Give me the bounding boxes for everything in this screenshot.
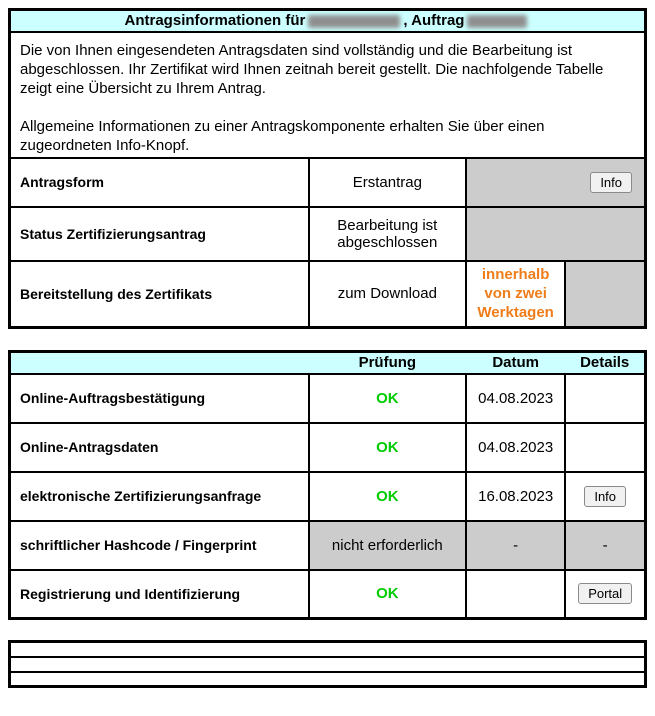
status-cell: OK [309, 374, 466, 423]
table-row [10, 472, 646, 521]
table-row [10, 261, 646, 328]
status-cell: OK [309, 472, 466, 521]
row-action-cell [466, 207, 646, 261]
header-details: Details [565, 352, 645, 374]
row-label: schriftlicher Hashcode / Fingerprint [10, 521, 309, 570]
date-cell [466, 570, 565, 619]
date-cell: 16.08.2023 [466, 472, 565, 521]
header-empty [10, 352, 309, 374]
table-row [10, 207, 646, 261]
empty-footer-table [8, 640, 647, 688]
details-cell [565, 570, 645, 619]
row-label: Online-Auftragsbestätigung [10, 374, 309, 423]
row-label: Antragsform [10, 158, 309, 207]
info-table-title [10, 10, 646, 32]
intro-row [10, 32, 646, 158]
info-button[interactable]: Info [590, 172, 632, 193]
row-label: Online-Antragsdaten [10, 423, 309, 472]
status-cell: nicht erforderlich [309, 521, 466, 570]
details-cell [565, 423, 645, 472]
date-cell: 04.08.2023 [466, 423, 565, 472]
redacted-order-number [467, 15, 527, 28]
intro-text-cell [10, 32, 646, 158]
intro-paragraph-1: Die von Ihnen eingesendeten Antragsdaten sind vollständig und die Bearbeitung ist abgeschlossen. Ihr Zertifikat wird Ihnen zeitnah bereit gestellt. Die nachfolgende Tabelle zeigt eine Übersicht zu Ihrem Antrag. [20, 41, 604, 97]
table-row [10, 570, 646, 619]
status-cell: OK [309, 570, 466, 619]
title-separator: , Auftrag [403, 12, 465, 30]
row-label: Registrierung und Identifizierung [10, 570, 309, 619]
empty-cell [10, 642, 646, 657]
application-info-table [8, 8, 647, 329]
redacted-applicant-name [308, 15, 400, 28]
date-cell: 04.08.2023 [466, 374, 565, 423]
intro-paragraph-2: Allgemeine Informationen zu einer Antragskomponente erhalten Sie über einen zugeordneten Info-Knopf. [20, 117, 545, 154]
row-value: Bearbeitung ist abgeschlossen [309, 207, 466, 261]
row-action-cell [565, 261, 645, 328]
row-label: Bereitstellung des Zertifikats [10, 261, 309, 328]
table-row [10, 374, 646, 423]
row-label: Status Zertifizierungsantrag [10, 207, 309, 261]
info-table-header-row [10, 10, 646, 32]
table-row [10, 521, 646, 570]
status-cell: OK [309, 423, 466, 472]
details-cell [565, 472, 645, 521]
details-cell [565, 374, 645, 423]
info-button[interactable]: Info [584, 486, 626, 507]
header-datum: Datum [466, 352, 565, 374]
empty-row [10, 642, 646, 657]
row-value: zum Download [309, 261, 466, 328]
date-cell: - [466, 521, 565, 570]
empty-row [10, 672, 646, 687]
status-table-header-row [10, 352, 646, 374]
title-prefix: Antragsinformationen für [124, 12, 306, 30]
status-table [8, 350, 647, 620]
delivery-time-note: innerhalb von zwei Werktagen [466, 261, 565, 328]
table-row [10, 423, 646, 472]
empty-row [10, 657, 646, 672]
empty-cell [10, 657, 646, 672]
row-action-cell [466, 158, 646, 207]
table-row [10, 158, 646, 207]
empty-cell [10, 672, 646, 687]
row-label: elektronische Zertifizierungsanfrage [10, 472, 309, 521]
portal-button[interactable]: Portal [578, 583, 632, 604]
details-cell: - [565, 521, 645, 570]
row-value: Erstantrag [309, 158, 466, 207]
header-pruefung: Prüfung [309, 352, 466, 374]
